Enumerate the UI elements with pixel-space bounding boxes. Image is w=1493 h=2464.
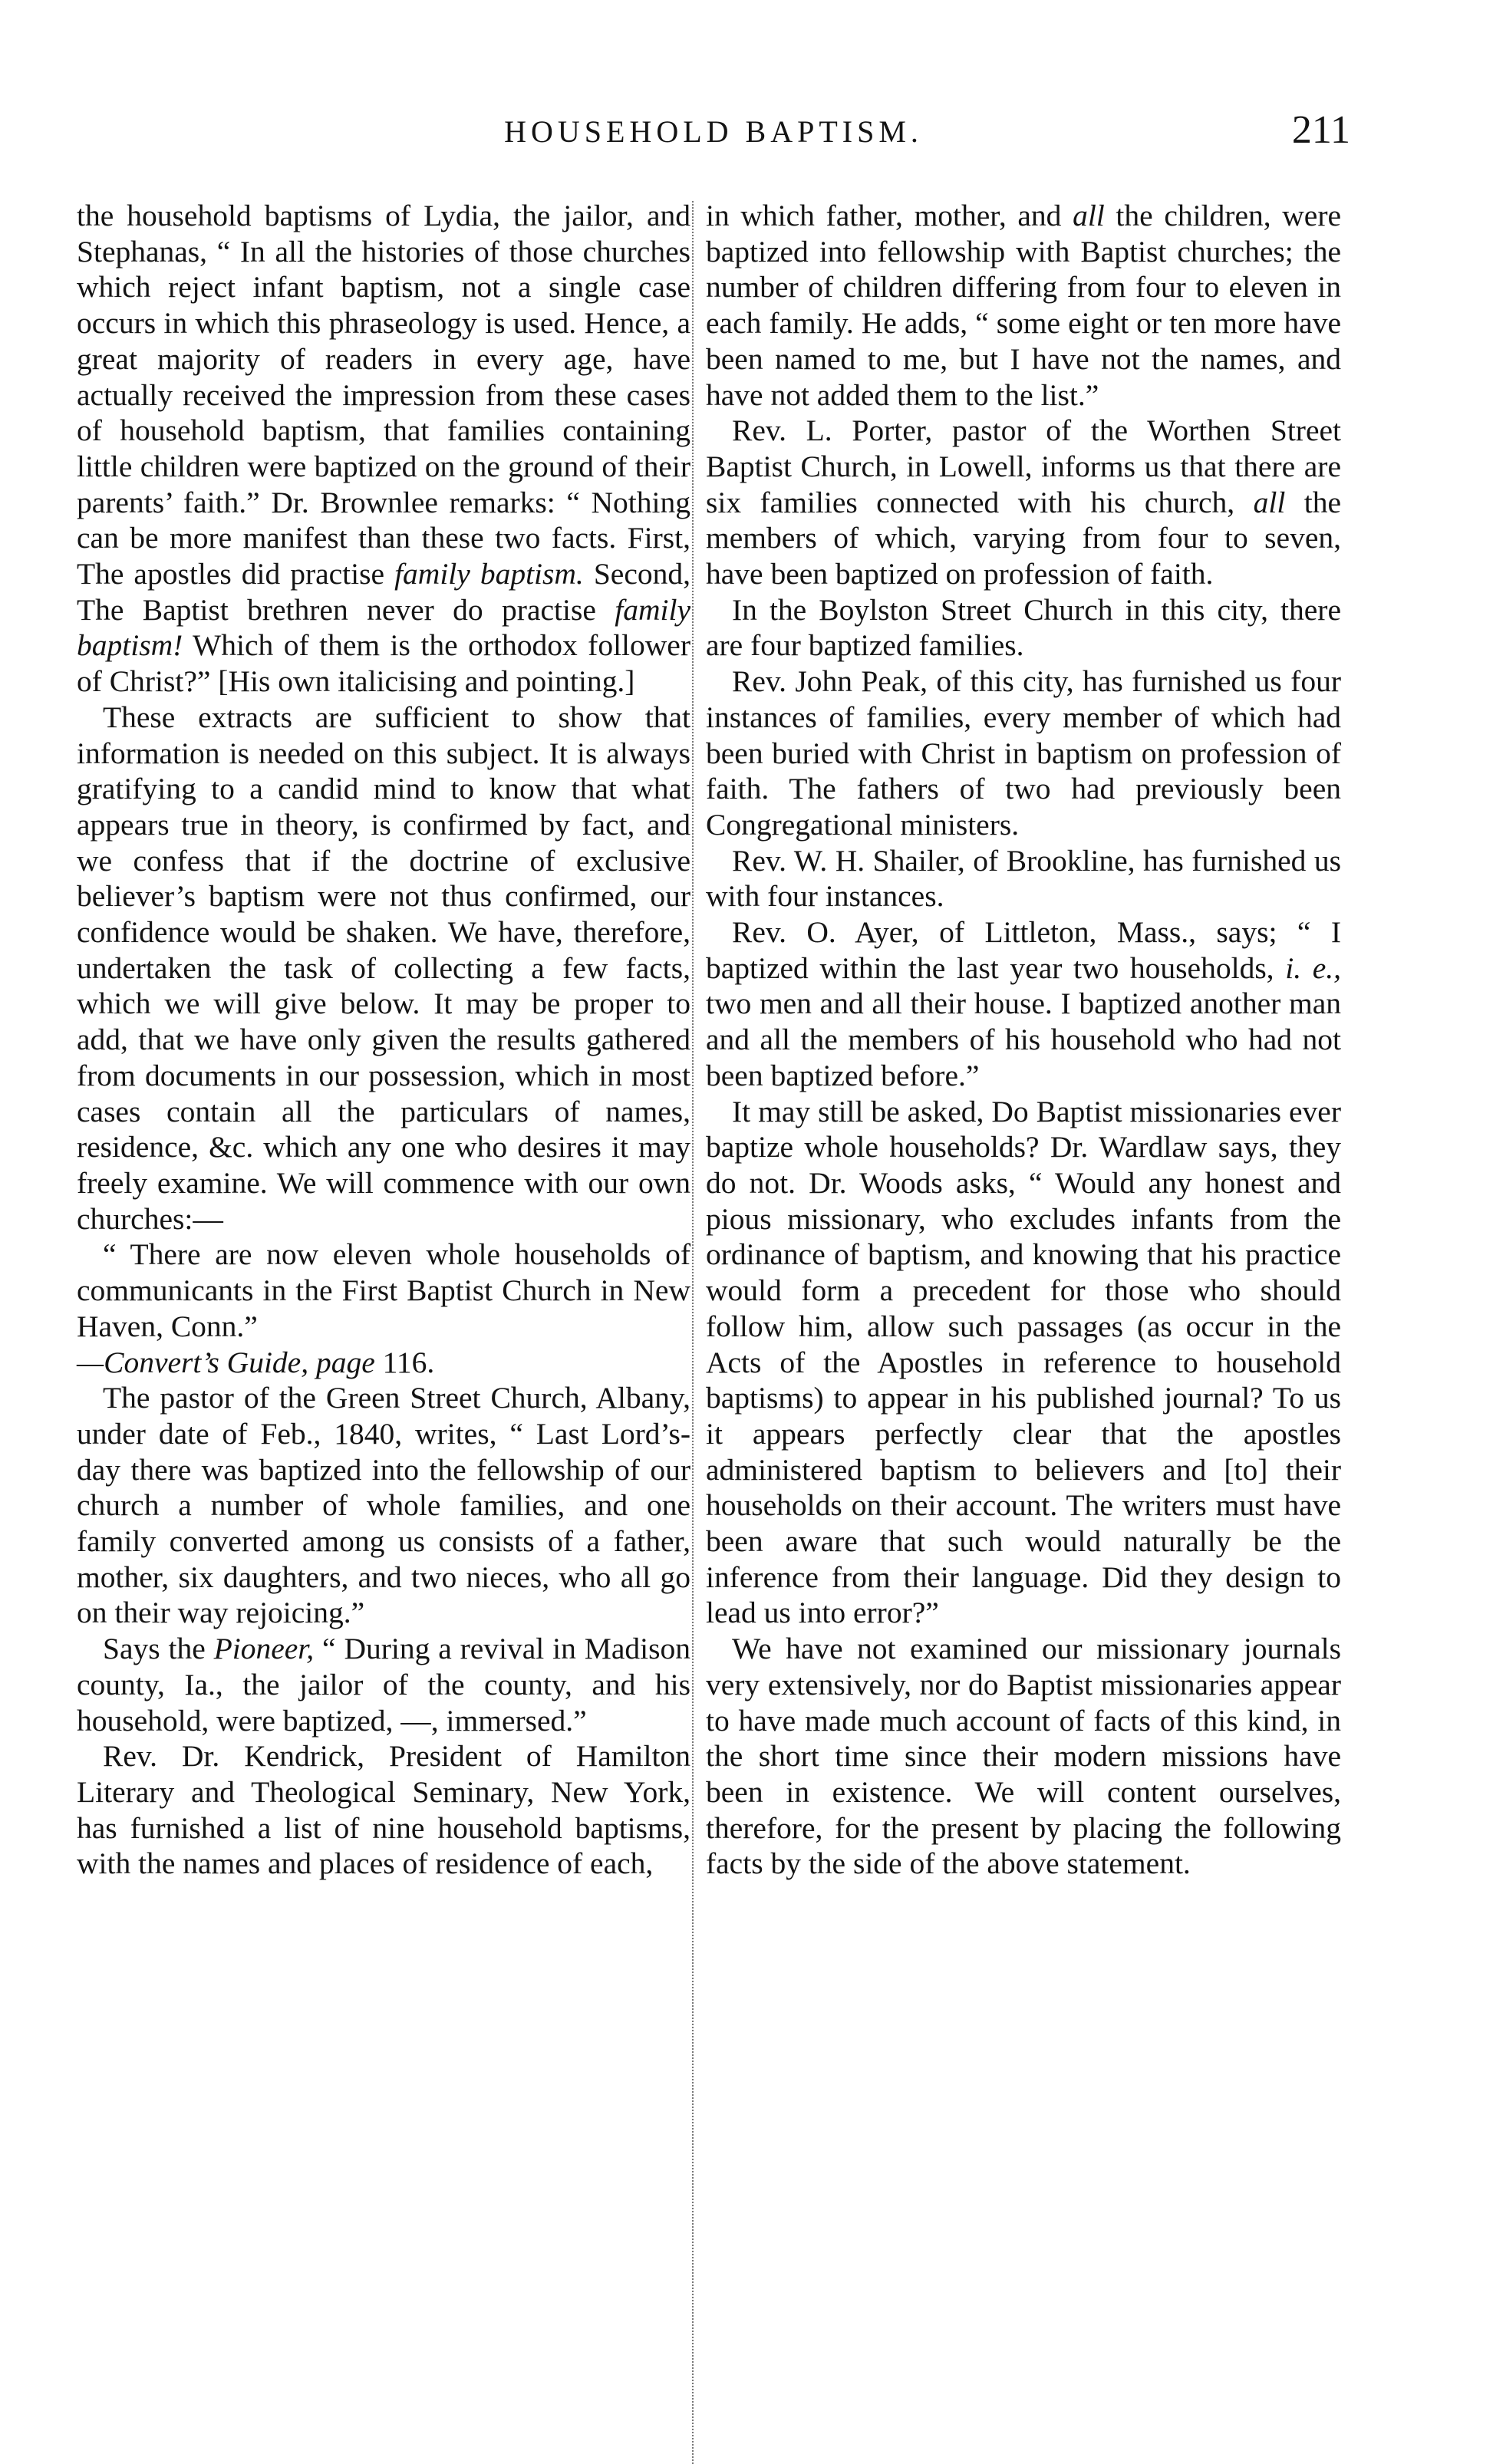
- page-header: [77, 107, 1350, 169]
- running-head: HOUSEHOLD BAPTISM.: [504, 114, 923, 149]
- paragraph: Rev. Dr. Kendrick, President of Hamilton Literary and Theological Seminary, New York, has furnished a list of nine household baptisms, with the names and places of residence of each,: [77, 1739, 690, 1881]
- paragraph: In the Boylston Street Church in this city, there are four baptized families.: [706, 592, 1341, 663]
- paragraph: Rev. L. Porter, pastor of the Worthen Street Baptist Church, in Lowell, informs us that there are six families connected with his church, all the members of which, varying from four to seven, have been baptized on profession of faith.: [706, 413, 1341, 591]
- paragraph: Rev. W. H. Shailer, of Brookline, has furnished us with four instances.: [706, 843, 1341, 914]
- right-column: [706, 198, 1341, 1882]
- paragraph: in which father, mother, and all the children, were baptized into fellowship with Baptist churches; the number of children differing from four to eleven in each family. He adds, “ some eight or ten more have been named to me, but I have not the names, and have not added them to the list.”: [706, 199, 1342, 412]
- left-column: [77, 198, 690, 1882]
- quote-paragraph: “ There are now eleven whole households of communicants in the First Baptist Church in New Haven, Conn.”: [77, 1237, 690, 1343]
- paragraph: Says the Pioneer, “ During a revival in Madison county, Ia., the jailor of the county, and his household, were baptized, —, immersed.”: [77, 1632, 690, 1738]
- paragraph: Rev. John Peak, of this city, has furnished us four instances of families, every member of which had been buried with Christ in baptism on profession of faith. The fathers of two had previously been Congregational ministers.: [706, 664, 1341, 842]
- page-number: 211: [1291, 108, 1350, 152]
- paragraph: Rev. O. Ayer, of Littleton, Mass., says; “ I baptized within the last year two households, i. e., two men and all their house. I baptized another man and all the members of his household who had not been baptized before.”: [706, 915, 1341, 1092]
- paragraph: It may still be asked, Do Baptist missionaries ever baptize whole households? Dr. Wardlaw says, they do not. Dr. Woods asks, “ Would any honest and pious missionary, who excludes infants from the ordinance of baptism, and knowing that his practice would form a precedent for those who should follow him, allow such passages (as occur in the Acts of the Apostles in reference to household baptisms) to appear in his published journal? To us it appears perfectly clear that the apostles administered baptism to believers and [to] their households on their account. The writers must have been aware that such would naturally be the inference from their language. Did they design to lead us into error?”: [706, 1094, 1341, 1630]
- paragraph: The pastor of the Green Street Church, Albany, under date of Feb., 1840, writes, “ Last Lord’s-day there was baptized into the fellowship of our church a number of whole families, and one family converted among us consists of a father, mother, six daughters, and two nieces, who all go on their way rejoicing.”: [77, 1381, 690, 1630]
- paragraph: the household baptisms of Lydia, the jailor, and Stephanas, “ In all the histories of those churches which reject infant baptism, not a single case occurs in which this phraseology is used. Hence, a great majority of readers in every age, have actually received the impression from these cases of household baptism, that families containing little children were baptized on the ground of their parents’ faith.” Dr. Brownlee remarks: “ Nothing can be more manifest than these two facts. First, The apostles did practise family baptism. Second, The Baptist brethren never do practise family baptism! Which of them is the orthodox follower of Christ?” [His own italicising and pointing.]: [77, 199, 690, 699]
- paragraph: We have not examined our missionary journals very extensively, nor do Baptist missionaries appear to have made much account of facts of this kind, in the short time since their modern missions have been in existence. We will content ourselves, therefore, for the present by placing the following facts by the side of the above statement.: [706, 1632, 1341, 1881]
- citation: —Convert’s Guide, page 116.: [77, 1345, 435, 1379]
- column-divider: [692, 201, 694, 2464]
- paragraph: These extracts are sufficient to show that information is needed on this subject. It is always gratifying to a candid mind to know that what appears true in theory, is confirmed by fact, and we confess that if the doctrine of exclusive believer’s baptism were not thus confirmed, our confidence would be shaken. We have, therefore, undertaken the task of collecting a few facts, which we will give below. It may be proper to add, that we have only given the results gathered from documents in our possession, which in most cases contain all the particulars of names, residence, &c. which any one who desires it may freely examine. We will commence with our own churches:—: [77, 700, 690, 1236]
